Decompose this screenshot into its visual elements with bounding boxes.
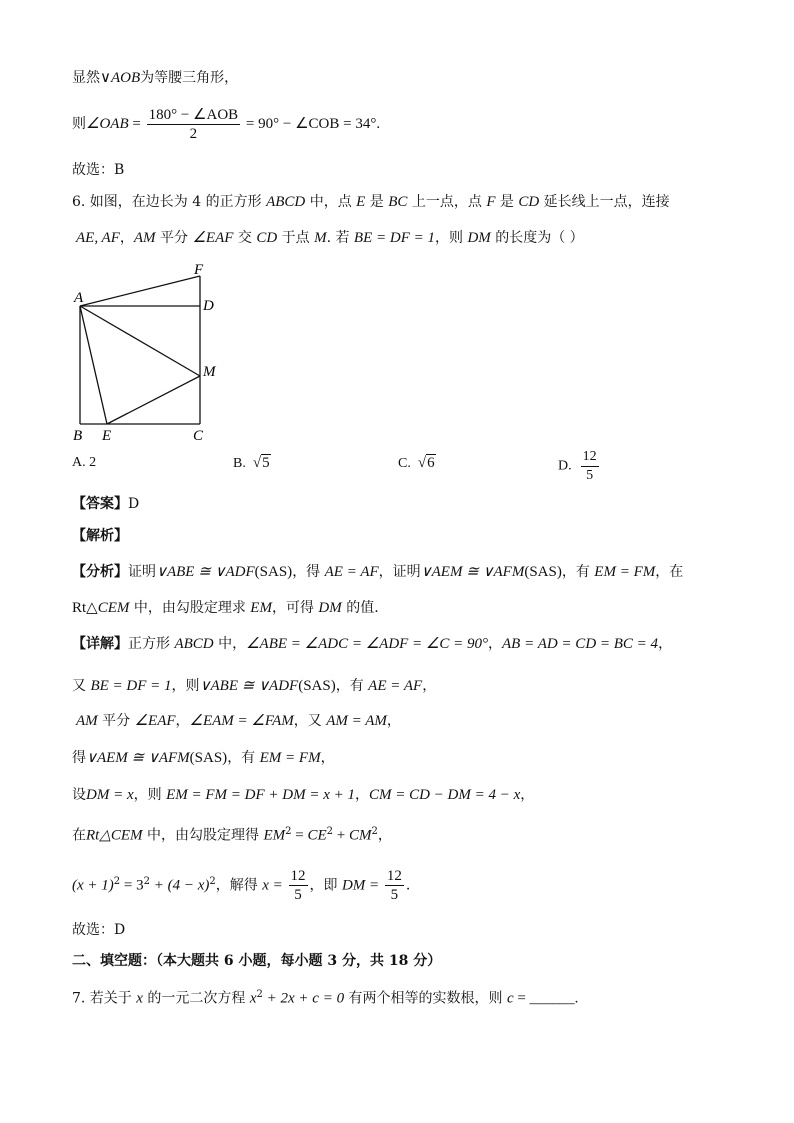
label-b: B bbox=[73, 428, 83, 444]
option-d: D. $\frac{12}{5}$ bbox=[558, 449, 597, 483]
label-e: E bbox=[102, 428, 112, 444]
option-a: A. 2 bbox=[72, 455, 97, 470]
fraction: $\frac{\text{180° − ∠AOB}}{2}$ bbox=[148, 106, 239, 142]
segment-em bbox=[107, 376, 200, 424]
analysis-tag: 【解析】 bbox=[72, 528, 128, 544]
analysis-line-1: 【分析】证明∨ABE ≅ ∨ADF(SAS)，得 AE = AF，证明∨AEM ≅ ∨AFM(SAS)，有 EM = FM，在 bbox=[72, 564, 684, 580]
segment-ae bbox=[80, 306, 107, 424]
detail-line-6: 在Rt△CEM 中，由勾股定理得 $EM^2 = CE^2 + CM^2$， bbox=[72, 826, 392, 844]
detail-line-3: AM 平分 ∠EAF，∠EAM = ∠FAM，又 AM = AM， bbox=[76, 713, 401, 729]
label-d: D bbox=[203, 298, 214, 314]
text-line-angle-oab: 则∠OAB = $\frac{\text{180° − ∠AOB}}{2}$ = 90° − ∠COB = 34°. bbox=[72, 106, 381, 142]
detail-line-7: $(x + 1)^2 = 3^2 + (4 - x)^2$，解得 x = $\frac{12}{5}$ ，即 DM = $\frac{12}{5}$ . bbox=[72, 868, 411, 904]
detail-line-1: 【详解】正方形 ABCD 中，∠ABE = ∠ADC = ∠ADF = ∠C = 90°，AB = AD = CD = BC = 4， bbox=[72, 636, 673, 652]
text-line-isosceles: 显然∨AOB为等腰三角形， bbox=[72, 70, 239, 86]
label-c: C bbox=[193, 428, 204, 444]
label-m: M bbox=[203, 364, 216, 380]
segment-am bbox=[80, 306, 200, 376]
detail-line-5: 设DM = x，则 EM = FM = DF + DM = x + 1，CM = CD − DM = 4 − x， bbox=[72, 787, 535, 803]
section-heading-fill-in: 二、填空题：（本大题共 6 小题，每小题 3 分，共 18 分） bbox=[72, 953, 442, 969]
label-a: A bbox=[74, 290, 84, 306]
option-c: C. √6 bbox=[398, 455, 435, 471]
label-f: F bbox=[194, 262, 204, 278]
answer-line: 【答案】D bbox=[72, 496, 140, 512]
option-b: B. √5 bbox=[233, 455, 270, 471]
detail-line-2: 又 BE = DF = 1，则∨ABE ≅ ∨ADF(SAS)，有 AE = AF， bbox=[72, 678, 437, 694]
analysis-line-2: Rt△CEM 中，由勾股定理求 EM，可得 DM 的值. bbox=[72, 600, 379, 616]
answer-choice-d: 故选：D bbox=[72, 922, 126, 938]
segment-af bbox=[80, 276, 200, 306]
question-7: 7. 若关于 x 的一元二次方程 $x^2 + 2x + c = 0$ 有两个相等的实数根，则 c = ______. bbox=[72, 989, 579, 1007]
answer-choice-b: 故选：B bbox=[72, 162, 125, 178]
detail-line-4: 得∨AEM ≅ ∨AFM(SAS)，有 EM = FM， bbox=[72, 750, 335, 766]
question-6-line-2: AE, AF，AM 平分 ∠EAF 交 CD 于点 M. 若 BE = DF = 1，则 DM 的长度为（ ） bbox=[76, 230, 584, 246]
question-6-line-1: 6. 如图，在边长为 4 的正方形 ABCD 中，点 E 是 BC 上一点，点 F 是 CD 延长线上一点，连接 bbox=[72, 194, 670, 210]
geometry-figure bbox=[60, 258, 240, 446]
